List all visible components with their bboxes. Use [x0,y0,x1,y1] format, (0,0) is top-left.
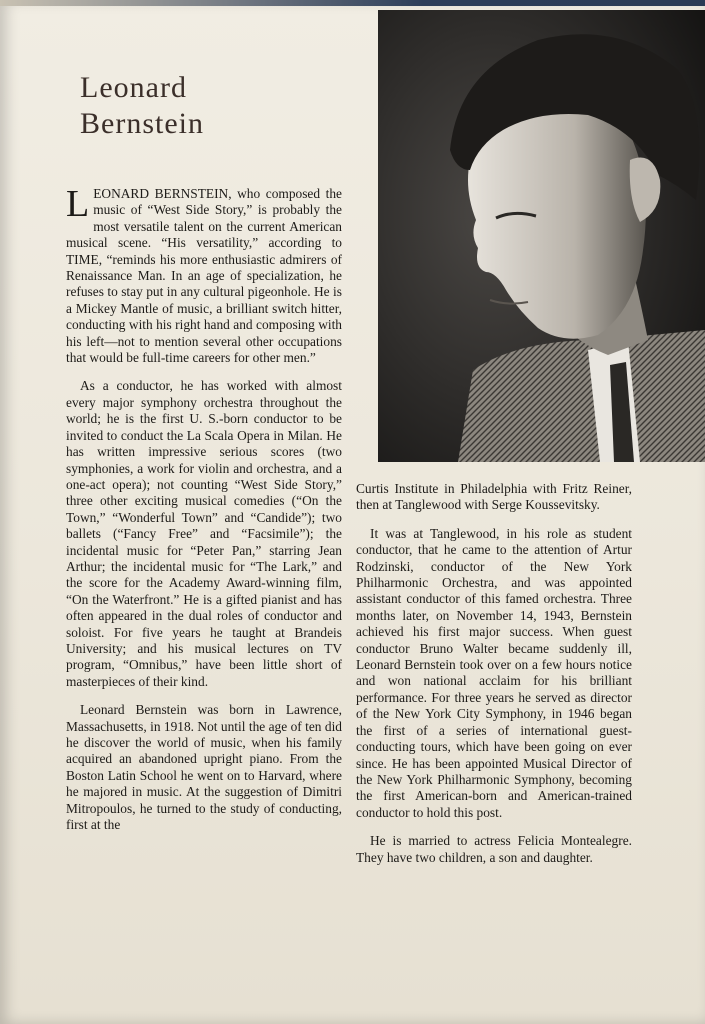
title-line-last: Bernstein [80,107,204,140]
page-top-edge [0,0,705,6]
paragraph-early-life-continued: Curtis Institute in Philadelphia with Fritz Reiner, then at Tanglewood with Serge Koussevitsky. [356,481,632,513]
paragraph-tanglewood: It was at Tanglewood, in his role as student conductor, that he came to the attention of Artur Rodzinski, conductor of the New York Philharmonic Orchestra, and was appointed assistant conductor of this famed orchestra. Three months later, on November 14, 1943, Bernstein achieved his first major success. When guest conductor Bruno Walter became suddenly ill, Leonard Bernstein took over on a few hours notice and won national acclaim for his brilliant performance. For three years he served as director of the New York City Symphony, in 1946 began the first of a series of international guest-conducting tours, which have been going on ever since. He has been appointed Musical Director of the New York Philharmonic Symphony, becoming the first American-born and American-trained conductor to hold this post. [356,525,632,820]
portrait-photo [378,10,705,462]
portrait-image [378,10,705,462]
right-column [356,481,632,878]
paragraph-family: He is married to actress Felicia Montealegre. They have two children, a son and daughter. [356,833,632,865]
paragraph-early-life: Leonard Bernstein was born in Lawrence, Massachusetts, in 1918. Not until the age of ten did he discover the world of music, when his family acquired an abandoned upright piano. From the Boston Latin School he went on to Harvard, where he majored in music. At the suggestion of Dimitri Mitropoulos, he turned to the study of conducting, first at the [66,702,342,833]
paragraph-intro [66,183,342,366]
title-line-first: Leonard [80,71,187,104]
drop-cap: L [66,183,90,225]
left-column [66,183,342,845]
intro-text: EONARD BERNSTEIN, who composed the music of “West Side Story,” is probably the most versatile talent on the current American musical scene. “His versatility,” according to TIME, “reminds his more enthusiastic admirers of Renaissance Man. In an age of specialization, he refuses to stay put in any cultural pigeonhole. He is a Mickey Mantle of music, a brilliant switch hitter, conducting with his right hand and composing with his left—not to mention several other occupations that would be full-time careers for other men.” [66,186,342,366]
paragraph-conductor: As a conductor, he has worked with almost every major symphony orchestra throughout the world; he is the first U. S.-born conductor to be invited to conduct the La Scala Opera in Milan. He has written impressive serious scores (two symphonies, a work for violin and orchestra, and a one-act opera); not counting “West Side Story,” three other exciting musical comedies (“On the Town,” “Wonderful Town” and “Candide”); two ballets (“Fancy Free” and “Facsimile”); the incidental music for “Peter Pan,” starring Jean Arthur; the incidental music for “The Lark,” and the score for the Academy Award-winning film, “On the Waterfront.” He is a gifted pianist and has often appeared in the dual roles of conductor and soloist. For five years he taught at Brandeis University; and his musical lectures on TV program, “Omnibus,” have been little short of masterpieces of their kind. [66,378,342,689]
article-title [80,70,204,142]
